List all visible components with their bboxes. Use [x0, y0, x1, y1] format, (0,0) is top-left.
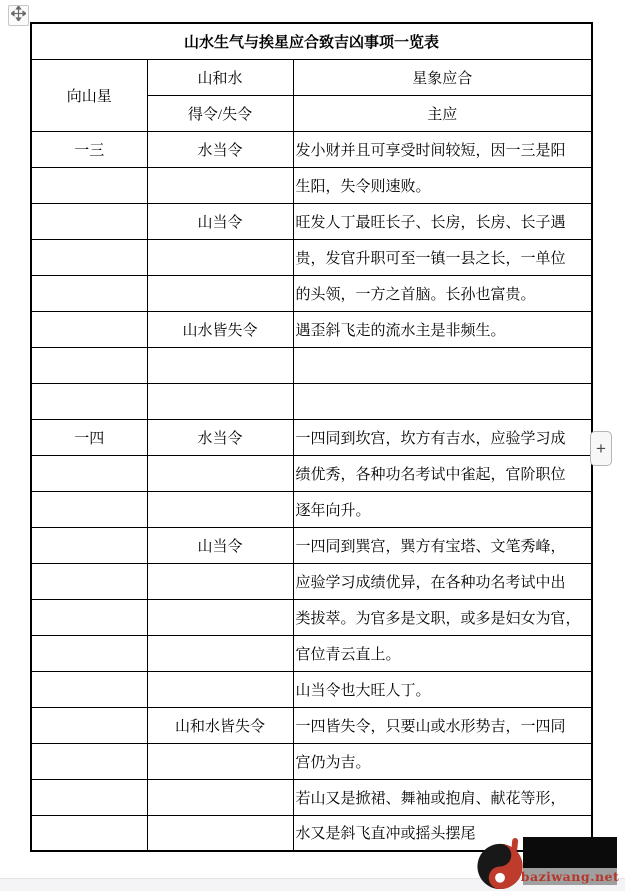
cell-effect: 山当令也大旺人丁。 — [293, 671, 592, 707]
table-row — [31, 455, 592, 491]
table-row — [31, 635, 592, 671]
table-row — [31, 275, 592, 311]
cell-effect: 一四皆失令，只要山或水形势吉，一四同 — [293, 707, 592, 743]
cell-condition — [147, 167, 293, 203]
cell-condition — [147, 743, 293, 779]
cell-effect: 一四同到巽宫，巽方有宝塔、文笔秀峰， — [293, 527, 592, 563]
header-star-response: 星象应合 — [293, 59, 592, 95]
cell-effect: 应验学习成绩优异，在各种功名考试中出 — [293, 563, 592, 599]
cell-star-pair — [31, 707, 147, 743]
cell-effect: 若山又是掀裙、舞袖或抱肩、献花等形， — [293, 779, 592, 815]
table-row — [31, 311, 592, 347]
cell-star-pair: 一三 — [31, 131, 147, 167]
cell-star-pair — [31, 779, 147, 815]
cell-condition — [147, 455, 293, 491]
cell-condition — [147, 383, 293, 419]
cell-condition: 水当令 — [147, 419, 293, 455]
header-mountain-water: 山和水 — [147, 59, 293, 95]
cell-condition — [147, 635, 293, 671]
cell-effect: 贵，发官升职可至一镇一县之长，一单位 — [293, 239, 592, 275]
header-row-label: 向山星 — [31, 59, 147, 131]
table-row — [31, 491, 592, 527]
cell-condition — [147, 815, 293, 851]
cell-condition — [147, 239, 293, 275]
cell-effect: 宫仍为吉。 — [293, 743, 592, 779]
table-row — [31, 779, 592, 815]
insert-row-button[interactable]: + — [590, 431, 612, 466]
cell-star-pair — [31, 527, 147, 563]
cell-star-pair — [31, 239, 147, 275]
table-row — [31, 743, 592, 779]
cell-star-pair — [31, 743, 147, 779]
cell-star-pair — [31, 167, 147, 203]
cell-effect — [293, 383, 592, 419]
cell-star-pair: 一四 — [31, 419, 147, 455]
cell-star-pair — [31, 815, 147, 851]
table-row — [31, 671, 592, 707]
watermark-blackbox — [523, 837, 617, 868]
cell-effect: 生阳，失令则速败。 — [293, 167, 592, 203]
cell-star-pair — [31, 455, 147, 491]
cell-effect: 的头领，一方之首脑。长孙也富贵。 — [293, 275, 592, 311]
fengshui-table — [30, 22, 593, 852]
table-row — [31, 707, 592, 743]
move-icon — [11, 6, 26, 26]
table-row — [31, 599, 592, 635]
header-timing: 得令/失令 — [147, 95, 293, 131]
cell-effect: 发小财并且可享受时间较短，因一三是阳 — [293, 131, 592, 167]
cell-condition: 山水皆失令 — [147, 311, 293, 347]
cell-star-pair — [31, 491, 147, 527]
cell-condition — [147, 491, 293, 527]
cell-star-pair — [31, 635, 147, 671]
table-row — [31, 347, 592, 383]
cell-effect: 绩优秀，各种功名考试中雀起，官阶职位 — [293, 455, 592, 491]
cell-condition — [147, 275, 293, 311]
watermark — [476, 833, 625, 891]
cell-star-pair — [31, 383, 147, 419]
cell-star-pair — [31, 275, 147, 311]
cell-star-pair — [31, 311, 147, 347]
cell-effect: 类拔萃。为官多是文职，或多是妇女为官， — [293, 599, 592, 635]
cell-effect: 官位青云直上。 — [293, 635, 592, 671]
table-row — [31, 419, 592, 455]
cell-condition — [147, 347, 293, 383]
cell-star-pair — [31, 563, 147, 599]
yin-yang-logo — [476, 838, 526, 891]
cell-effect: 旺发人丁最旺长子、长房，长房、长子遇 — [293, 203, 592, 239]
cell-star-pair — [31, 347, 147, 383]
cell-condition: 山和水皆失令 — [147, 707, 293, 743]
table-title: 山水生气与挨星应合致吉凶事项一览表 — [31, 23, 592, 59]
cell-star-pair — [31, 599, 147, 635]
table-row — [31, 131, 592, 167]
cell-effect: 逐年向升。 — [293, 491, 592, 527]
table-row — [31, 203, 592, 239]
cell-condition — [147, 671, 293, 707]
cell-effect: 遇歪斜飞走的流水主是非频生。 — [293, 311, 592, 347]
cell-star-pair — [31, 203, 147, 239]
cell-effect: 水又是斜飞直冲或摇头摆尾 — [293, 815, 592, 851]
cell-condition: 山当令 — [147, 527, 293, 563]
table-row — [31, 167, 592, 203]
table-row — [31, 239, 592, 275]
cell-condition: 山当令 — [147, 203, 293, 239]
table-row — [31, 563, 592, 599]
table-row — [31, 527, 592, 563]
cell-condition — [147, 599, 293, 635]
cell-condition — [147, 779, 293, 815]
cell-effect — [293, 347, 592, 383]
header-main-effect: 主应 — [293, 95, 592, 131]
cell-condition: 水当令 — [147, 131, 293, 167]
watermark-site-label: baziwang.net — [520, 869, 620, 884]
cell-condition — [147, 563, 293, 599]
cell-star-pair — [31, 671, 147, 707]
cell-effect: 一四同到坎宫，坎方有吉水，应验学习成 — [293, 419, 592, 455]
table-move-handle[interactable] — [8, 5, 29, 26]
table-row — [31, 383, 592, 419]
